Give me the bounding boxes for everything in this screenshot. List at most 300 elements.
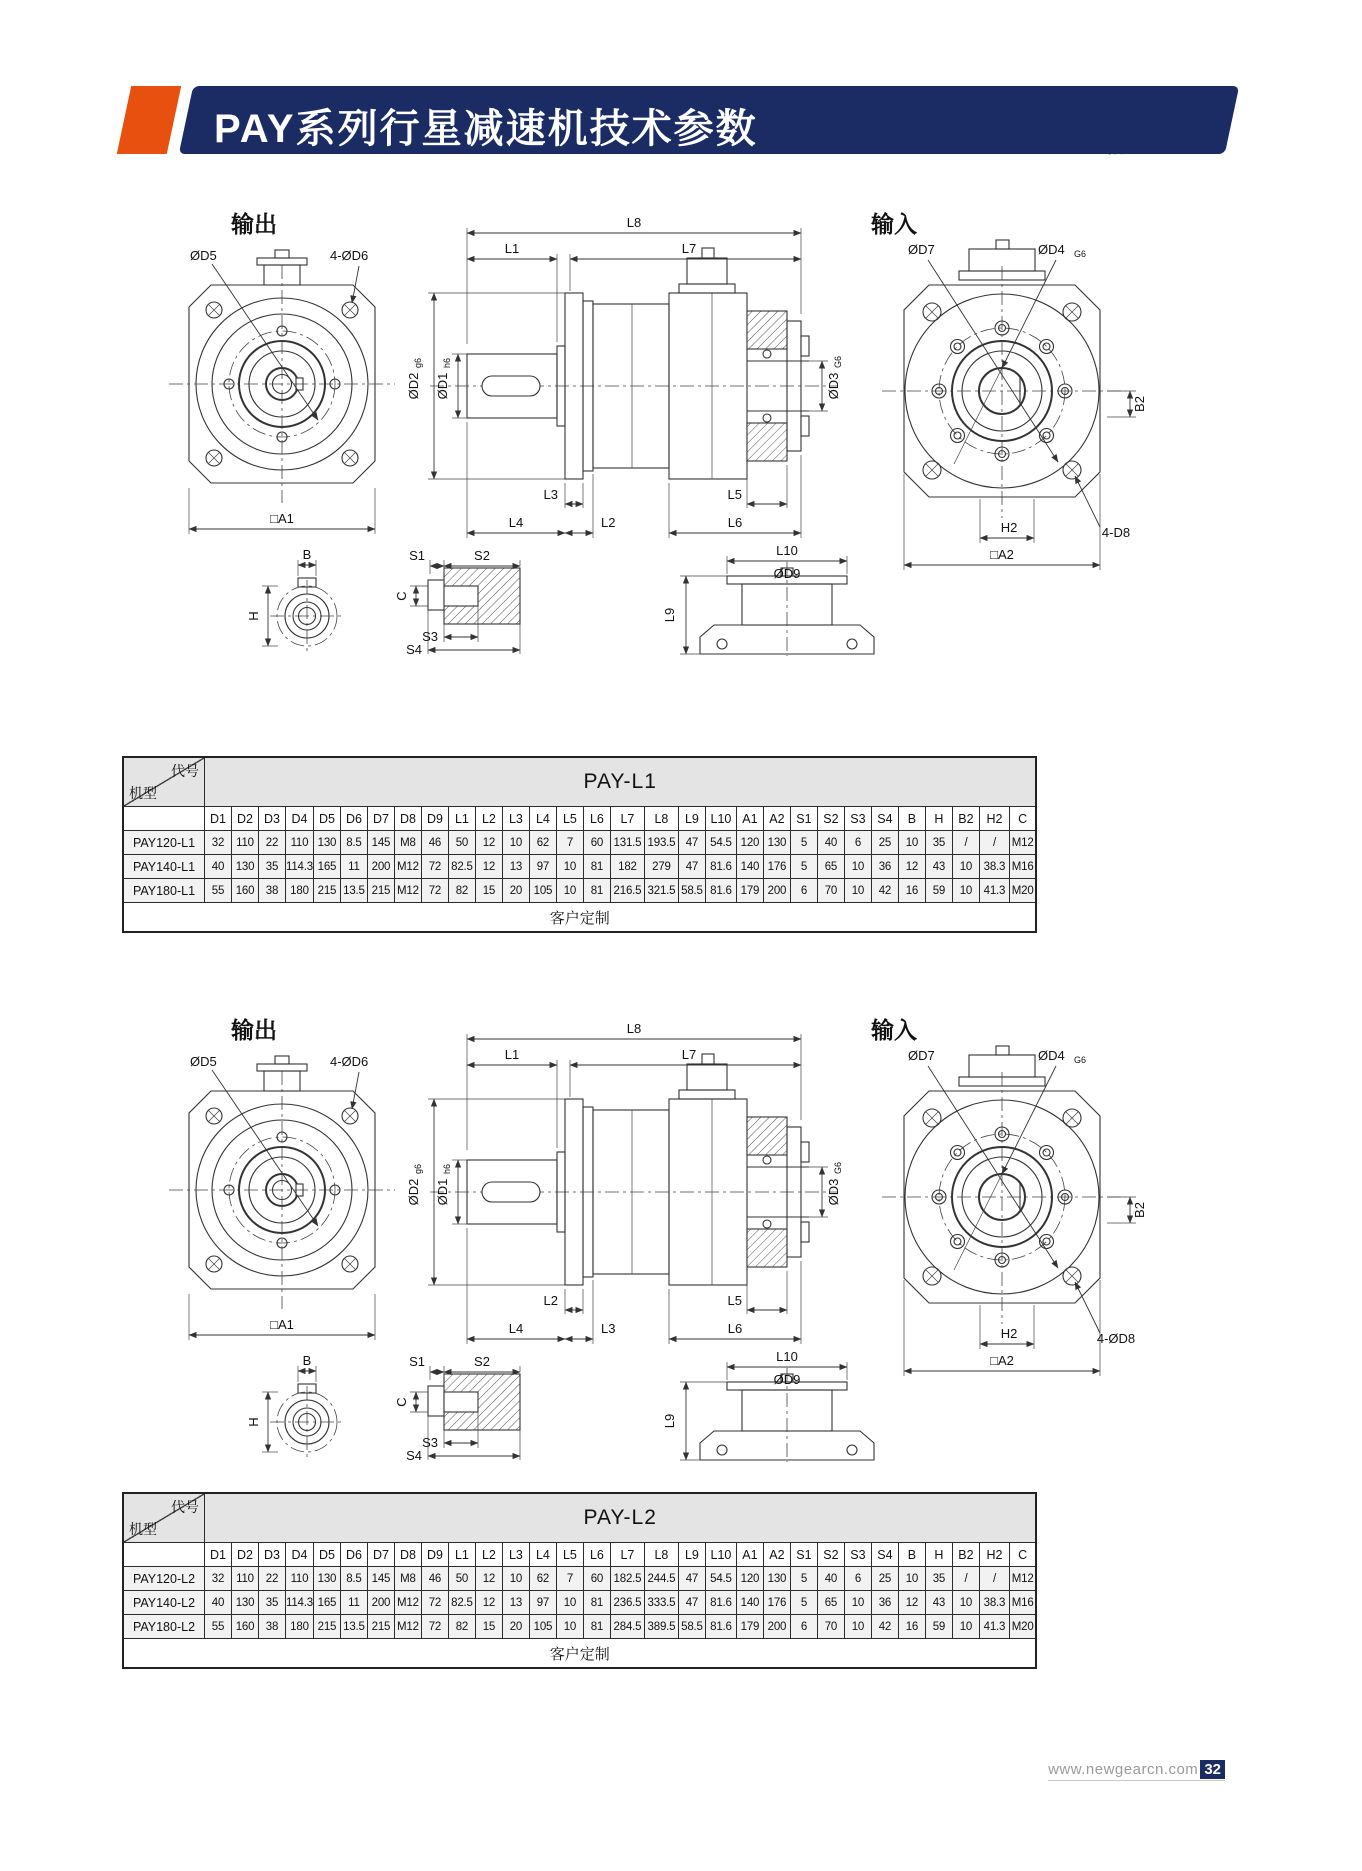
value-cell: 179 [736,879,763,903]
value-cell: 72 [421,1615,448,1639]
value-cell: 200 [763,879,790,903]
value-cell: 55 [205,879,232,903]
column-header: B2 [952,1543,979,1567]
label-a1: □A1 [270,511,294,526]
label-d2: ØD2 [406,1178,421,1206]
label-d3: ØD3 [826,372,841,400]
value-cell: M16 [1009,1591,1036,1615]
input-view-geometry [882,1046,1126,1324]
label-d8: 4-D8 [1101,525,1131,540]
label-l9: L9 [662,1413,677,1429]
table-corner-cell [123,757,205,807]
label-d9: ØD9 [773,1372,801,1387]
value-cell: 72 [421,855,448,879]
column-header: D9 [421,807,448,831]
label-l5: L5 [727,487,742,502]
gearbox-outline-drawing [112,1002,1252,1462]
label-d7: ØD7 [908,242,935,257]
model-name: PAY180-L2 [123,1615,205,1639]
value-cell: 130 [232,1591,259,1615]
value-cell: 114.3 [286,855,314,879]
value-cell: 180 [286,1615,314,1639]
column-header: L8 [644,807,678,831]
value-cell: 38.3 [979,1591,1009,1615]
label-l8: L8 [626,1021,642,1036]
value-cell: 38 [259,1615,286,1639]
value-cell: 6 [844,1567,871,1591]
column-header: L7 [610,1543,644,1567]
value-cell: 43 [925,1591,952,1615]
label-bottom-b: L3 [601,1321,616,1336]
value-cell: 140 [736,855,763,879]
value-cell: 10 [844,1591,871,1615]
value-cell: 130 [763,1567,790,1591]
value-cell: 10 [952,1591,979,1615]
value-cell: 60 [583,1567,610,1591]
label-c: C [394,1397,409,1407]
model-name: PAY120-L2 [123,1567,205,1591]
output-view-title: 输出 [231,1017,277,1043]
input-view-title: 输入 [871,211,917,237]
table-row [123,1567,1036,1591]
input-view-geometry [882,240,1126,518]
value-cell: 42 [871,1615,898,1639]
label-s3: S3 [422,629,438,644]
side-section-view [406,1021,843,1344]
column-header: S4 [871,1543,898,1567]
value-cell: M12 [394,855,421,879]
shaft-end-geometry [270,578,344,652]
value-cell: 82.5 [448,1591,475,1615]
front-view-output [169,1017,395,1340]
value-cell: M20 [1009,879,1036,903]
shaft-section-detail-view [394,548,520,656]
value-cell: 110 [286,831,314,855]
brand-name-en: NEWGEAR [1019,94,1221,126]
value-cell: 81 [583,1591,610,1615]
label-h2: H2 [1000,520,1018,535]
column-header: A1 [736,1543,763,1567]
value-cell: 6 [844,831,871,855]
value-cell: 81 [583,1615,610,1639]
table-row [123,879,1036,903]
column-header: A2 [763,1543,790,1567]
value-cell: 16 [898,1615,925,1639]
value-cell: 10 [556,879,583,903]
corner-label-top: 代号 [171,763,199,779]
model-name: PAY140-L1 [123,855,205,879]
column-header: L1 [448,1543,475,1567]
label-h2: H2 [1000,1326,1018,1341]
motor-flange-detail-view [662,1349,874,1462]
column-header: L3 [502,1543,529,1567]
value-cell: 130 [313,1567,340,1591]
value-cell: 110 [232,1567,259,1591]
model-name: PAY180-L1 [123,879,205,903]
side-section-view [406,215,843,538]
table-corner-cell [123,1493,205,1543]
shaft-end-geometry [270,1384,344,1458]
brand-logo [1000,94,1240,159]
value-cell: 70 [817,1615,844,1639]
label-b2: B2 [1132,396,1147,412]
label-b: B [302,547,312,562]
label-bottom-a: L4 [508,515,524,530]
blank-cell [123,1543,205,1567]
value-cell: 81.6 [705,1615,736,1639]
value-cell: 216.5 [610,879,644,903]
value-cell: 165 [313,1591,340,1615]
value-cell: / [979,1567,1009,1591]
label-a1: □A1 [270,1317,294,1332]
column-header: B [898,1543,925,1567]
value-cell: 10 [898,1567,925,1591]
technical-drawing-pay-l2 [112,1002,1252,1462]
value-cell: 182.5 [610,1567,644,1591]
column-header: L5 [556,1543,583,1567]
column-header: H2 [979,807,1009,831]
column-header: D8 [394,1543,421,1567]
value-cell: 81.6 [705,1591,736,1615]
value-cell: 12 [475,1567,502,1591]
corner-label-bottom: 机型 [129,785,157,801]
column-header: L10 [705,1543,736,1567]
value-cell: 82.5 [448,855,475,879]
column-header: D2 [232,1543,259,1567]
value-cell: 16 [898,879,925,903]
column-header: L8 [644,1543,678,1567]
value-cell: 179 [736,1615,763,1639]
column-header: L6 [583,807,610,831]
value-cell: M12 [1009,831,1036,855]
value-cell: 10 [502,1567,529,1591]
value-cell: 72 [421,1591,448,1615]
value-cell: 5 [790,1591,817,1615]
label-l7: L7 [681,241,697,256]
value-cell: 140 [736,1591,763,1615]
column-header: S1 [790,807,817,831]
column-header: L10 [705,807,736,831]
motor-flange-detail-view [662,543,874,656]
value-cell: 10 [556,1615,583,1639]
column-header: D3 [259,1543,286,1567]
label-l10: L10 [776,1349,798,1364]
column-header: C [1009,1543,1036,1567]
column-header: H2 [979,1543,1009,1567]
value-cell: 6 [790,1615,817,1639]
value-cell: 59 [925,879,952,903]
value-cell: 236.5 [610,1591,644,1615]
output-view-title: 输出 [231,211,277,237]
column-header: D4 [286,807,314,831]
value-cell: 55 [205,1615,232,1639]
value-cell: 20 [502,1615,529,1639]
value-cell: 10 [952,855,979,879]
value-cell: 200 [763,1615,790,1639]
value-cell: 32 [205,831,232,855]
value-cell: 13 [502,855,529,879]
label-d4-sub: G6 [1074,249,1087,259]
label-bottom-b: L2 [601,515,616,530]
column-header: S3 [844,807,871,831]
label-s1: S1 [409,1354,425,1369]
value-cell: 7 [556,1567,583,1591]
value-cell: 13 [502,1591,529,1615]
column-header: L1 [448,807,475,831]
value-cell: 215 [367,1615,394,1639]
value-cell: 130 [763,831,790,855]
column-header: S3 [844,1543,871,1567]
label-s4: S4 [406,642,422,656]
value-cell: 35 [925,831,952,855]
front-view-output [169,211,395,534]
value-cell: 62 [529,1567,556,1591]
value-cell: 130 [313,831,340,855]
value-cell: 65 [817,855,844,879]
label-d2-sub: g6 [413,1163,423,1174]
value-cell: M12 [394,1615,421,1639]
spec-table-pay-l1 [122,756,1037,933]
label-l1: L1 [504,1047,520,1062]
gearbox-outline-drawing [112,196,1252,656]
value-cell: 25 [871,831,898,855]
label-l6: L6 [727,515,743,530]
column-header: D7 [367,807,394,831]
value-cell: 7 [556,831,583,855]
value-cell: 321.5 [644,879,678,903]
model-name: PAY140-L2 [123,1591,205,1615]
label-l7: L7 [681,1047,697,1062]
value-cell: / [952,831,979,855]
value-cell: 11 [340,855,367,879]
value-cell: 215 [313,1615,340,1639]
rear-view-input [870,1017,1147,1376]
value-cell: 47 [678,1591,705,1615]
page-footer [1048,1760,1225,1781]
value-cell: M20 [1009,1615,1036,1639]
value-cell: 105 [529,1615,556,1639]
website-link[interactable]: www.newgearcn.com [1048,1761,1199,1778]
value-cell: 165 [313,855,340,879]
side-view-geometry [430,1054,837,1285]
column-header: S2 [817,1543,844,1567]
value-cell: 13.5 [340,879,367,903]
value-cell: 5 [790,831,817,855]
label-s4: S4 [406,1448,422,1462]
label-d1: ØD1 [435,1178,450,1206]
value-cell: M8 [394,831,421,855]
value-cell: 47 [678,855,705,879]
value-cell: 60 [583,831,610,855]
value-cell: 81 [583,879,610,903]
value-cell: 25 [871,1567,898,1591]
shaft-end-detail-view [246,547,344,652]
value-cell: 6 [790,879,817,903]
value-cell: 10 [844,1615,871,1639]
value-cell: M16 [1009,855,1036,879]
value-cell: 81.6 [705,879,736,903]
label-a2: □A2 [990,547,1014,562]
label-b: B [302,1353,312,1368]
label-l6: L6 [727,1321,743,1336]
label-d6: 4-ØD6 [330,248,369,263]
value-cell: 81.6 [705,855,736,879]
value-cell: 131.5 [610,831,644,855]
header-accent-shape [117,86,181,154]
value-cell: 215 [313,879,340,903]
value-cell: 36 [871,855,898,879]
value-cell: 176 [763,1591,790,1615]
value-cell: 54.5 [705,831,736,855]
label-d4-sub: G6 [1074,1055,1087,1065]
value-cell: 46 [421,831,448,855]
label-d1-sub: h6 [442,1163,452,1174]
value-cell: 10 [898,831,925,855]
column-header: L7 [610,807,644,831]
value-cell: 97 [529,855,556,879]
table-row [123,855,1036,879]
value-cell: 40 [817,831,844,855]
column-header: D7 [367,1543,394,1567]
value-cell: 50 [448,1567,475,1591]
value-cell: 81 [583,855,610,879]
value-cell: 15 [475,1615,502,1639]
shaft-section-detail-view [394,1354,520,1462]
value-cell: 10 [556,855,583,879]
blank-cell [123,807,205,831]
label-l5: L5 [727,1293,742,1308]
column-header: S4 [871,807,898,831]
value-cell: 22 [259,831,286,855]
value-cell: 160 [232,879,259,903]
value-cell: 182 [610,855,644,879]
value-cell: 41.3 [979,879,1009,903]
table-row [123,1591,1036,1615]
value-cell: 32 [205,1567,232,1591]
value-cell: 41.3 [979,1615,1009,1639]
value-cell: 70 [817,879,844,903]
corner-label-bottom: 机型 [129,1521,157,1537]
column-header: D4 [286,1543,314,1567]
value-cell: 5 [790,855,817,879]
spec-table [122,1492,1037,1669]
model-name: PAY120-L1 [123,831,205,855]
shaft-section-geometry [428,568,520,624]
label-l10: L10 [776,543,798,558]
value-cell: / [979,831,1009,855]
shaft-end-detail-view [246,1353,344,1458]
label-s3: S3 [422,1435,438,1450]
label-d2-sub: g6 [413,357,423,368]
label-bottom-small: L2 [543,1293,558,1308]
column-header: D2 [232,807,259,831]
value-cell: 15 [475,879,502,903]
column-header: D1 [205,807,232,831]
column-header: L2 [475,807,502,831]
label-b2: B2 [1132,1202,1147,1218]
column-header: A2 [763,807,790,831]
spec-table [122,756,1037,933]
value-cell: M8 [394,1567,421,1591]
value-cell: 12 [475,831,502,855]
value-cell: 114.3 [286,1591,314,1615]
value-cell: / [952,1567,979,1591]
value-cell: 35 [259,855,286,879]
value-cell: 35 [259,1591,286,1615]
value-cell: 35 [925,1567,952,1591]
value-cell: 180 [286,879,314,903]
value-cell: 10 [844,855,871,879]
page-title: PAY系列行星减速机技术参数 [214,107,758,151]
value-cell: 40 [205,855,232,879]
label-l1: L1 [504,241,520,256]
label-l8: L8 [626,215,642,230]
column-header: L3 [502,807,529,831]
value-cell: 12 [475,855,502,879]
value-cell: 58.5 [678,879,705,903]
value-cell: 5 [790,1567,817,1591]
value-cell: 40 [205,1591,232,1615]
value-cell: M12 [394,879,421,903]
value-cell: 10 [952,1615,979,1639]
label-s2: S2 [474,1354,490,1369]
column-header: L9 [678,1543,705,1567]
label-d5: ØD5 [190,1054,217,1069]
column-header: D1 [205,1543,232,1567]
front-view-geometry [169,250,395,503]
rear-view-input [870,211,1147,570]
input-view-title: 输入 [871,1017,917,1043]
value-cell: 58.5 [678,1615,705,1639]
value-cell: 200 [367,1591,394,1615]
value-cell: 10 [952,879,979,903]
value-cell: 36 [871,1591,898,1615]
value-cell: 20 [502,879,529,903]
column-header: D6 [340,1543,367,1567]
table-footer-note: 客户定制 [123,1639,1036,1669]
label-d3-sub: G6 [833,355,843,368]
column-header: B2 [952,807,979,831]
value-cell: 215 [367,879,394,903]
table-row [123,831,1036,855]
label-bottom-small: L3 [543,487,558,502]
value-cell: 42 [871,879,898,903]
label-a2: □A2 [990,1353,1014,1368]
value-cell: M12 [394,1591,421,1615]
value-cell: 130 [232,855,259,879]
label-s2: S2 [474,548,490,563]
label-d3-sub: G6 [833,1161,843,1174]
label-d4: ØD4 [1038,242,1065,257]
value-cell: 38 [259,879,286,903]
value-cell: 279 [644,855,678,879]
value-cell: 82 [448,1615,475,1639]
label-d2: ØD2 [406,372,421,400]
brand-name-cn: 纽格尔 [1075,134,1165,157]
value-cell: 244.5 [644,1567,678,1591]
front-view-geometry [169,1056,395,1309]
value-cell: 10 [556,1591,583,1615]
value-cell: 47 [678,831,705,855]
value-cell: 8.5 [340,1567,367,1591]
value-cell: 120 [736,831,763,855]
value-cell: 43 [925,855,952,879]
value-cell: 193.5 [644,831,678,855]
column-header: D6 [340,807,367,831]
column-header: L2 [475,1543,502,1567]
value-cell: 59 [925,1615,952,1639]
column-header: H [925,1543,952,1567]
